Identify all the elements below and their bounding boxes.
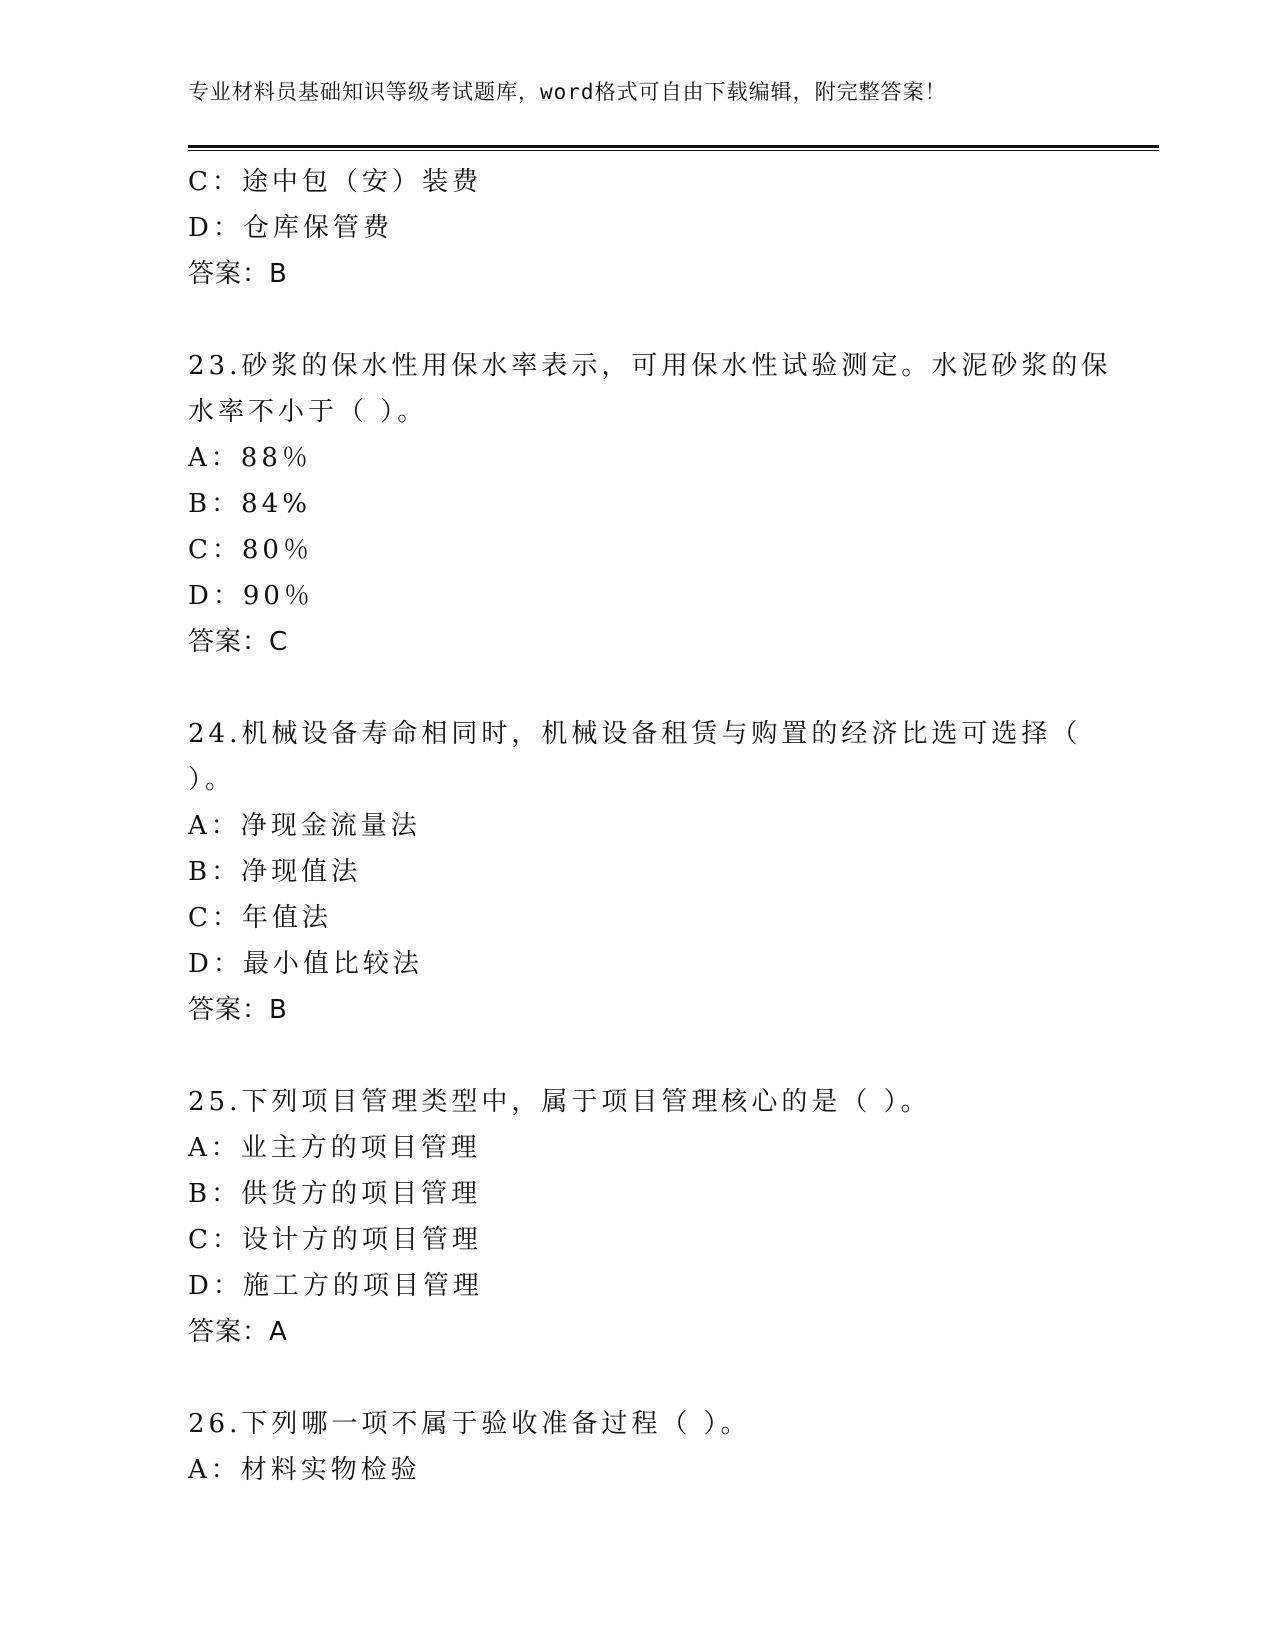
option-c: C：设计方的项目管理 [188,1225,482,1255]
option-c: C：年值法 [188,903,332,933]
answer-line: 答案：B [188,995,288,1025]
question-23-line-2: 水率不小于（ ）。 [188,397,428,427]
answer-line: 答案：A [188,1317,288,1347]
answer-line: 答案：B [188,259,288,289]
option-d: D：仓库保管费 [188,213,393,243]
header-rule-thin [188,150,1159,151]
option-a: A：净现金流量法 [188,811,421,841]
question-24-line-1: 24.机械设备寿命相同时，机械设备租赁与购置的经济比选可选择（ [188,719,1082,749]
option-c: C：80％ [188,535,313,565]
answer-line: 答案：C [188,627,289,657]
option-a: A：业主方的项目管理 [188,1133,481,1163]
option-a: A：88％ [188,443,312,473]
header-rule-thick [188,145,1159,148]
option-a: A：材料实物检验 [188,1455,421,1485]
page-header: 专业材料员基础知识等级考试题库，word格式可自由下载编辑，附完整答案！ [188,80,947,104]
option-b: B：供货方的项目管理 [188,1179,482,1209]
option-d: D：90％ [188,581,314,611]
question-24-line-2: ）。 [188,765,236,795]
question-26-line-1: 26.下列哪一项不属于验收准备过程（ ）。 [188,1409,751,1439]
option-b: B：84% [188,489,311,519]
option-b: B：净现值法 [188,857,362,887]
question-23-line-1: 23.砂浆的保水性用保水率表示，可用保水性试验测定。水泥砂浆的保 [188,351,1112,381]
question-25-line-1: 25.下列项目管理类型中，属于项目管理核心的是（ ）。 [188,1087,931,1117]
option-d: D：最小值比较法 [188,949,423,979]
question-content [188,159,1112,1493]
option-d: D：施工方的项目管理 [188,1271,483,1301]
option-c: C：途中包（安）装费 [188,167,482,197]
